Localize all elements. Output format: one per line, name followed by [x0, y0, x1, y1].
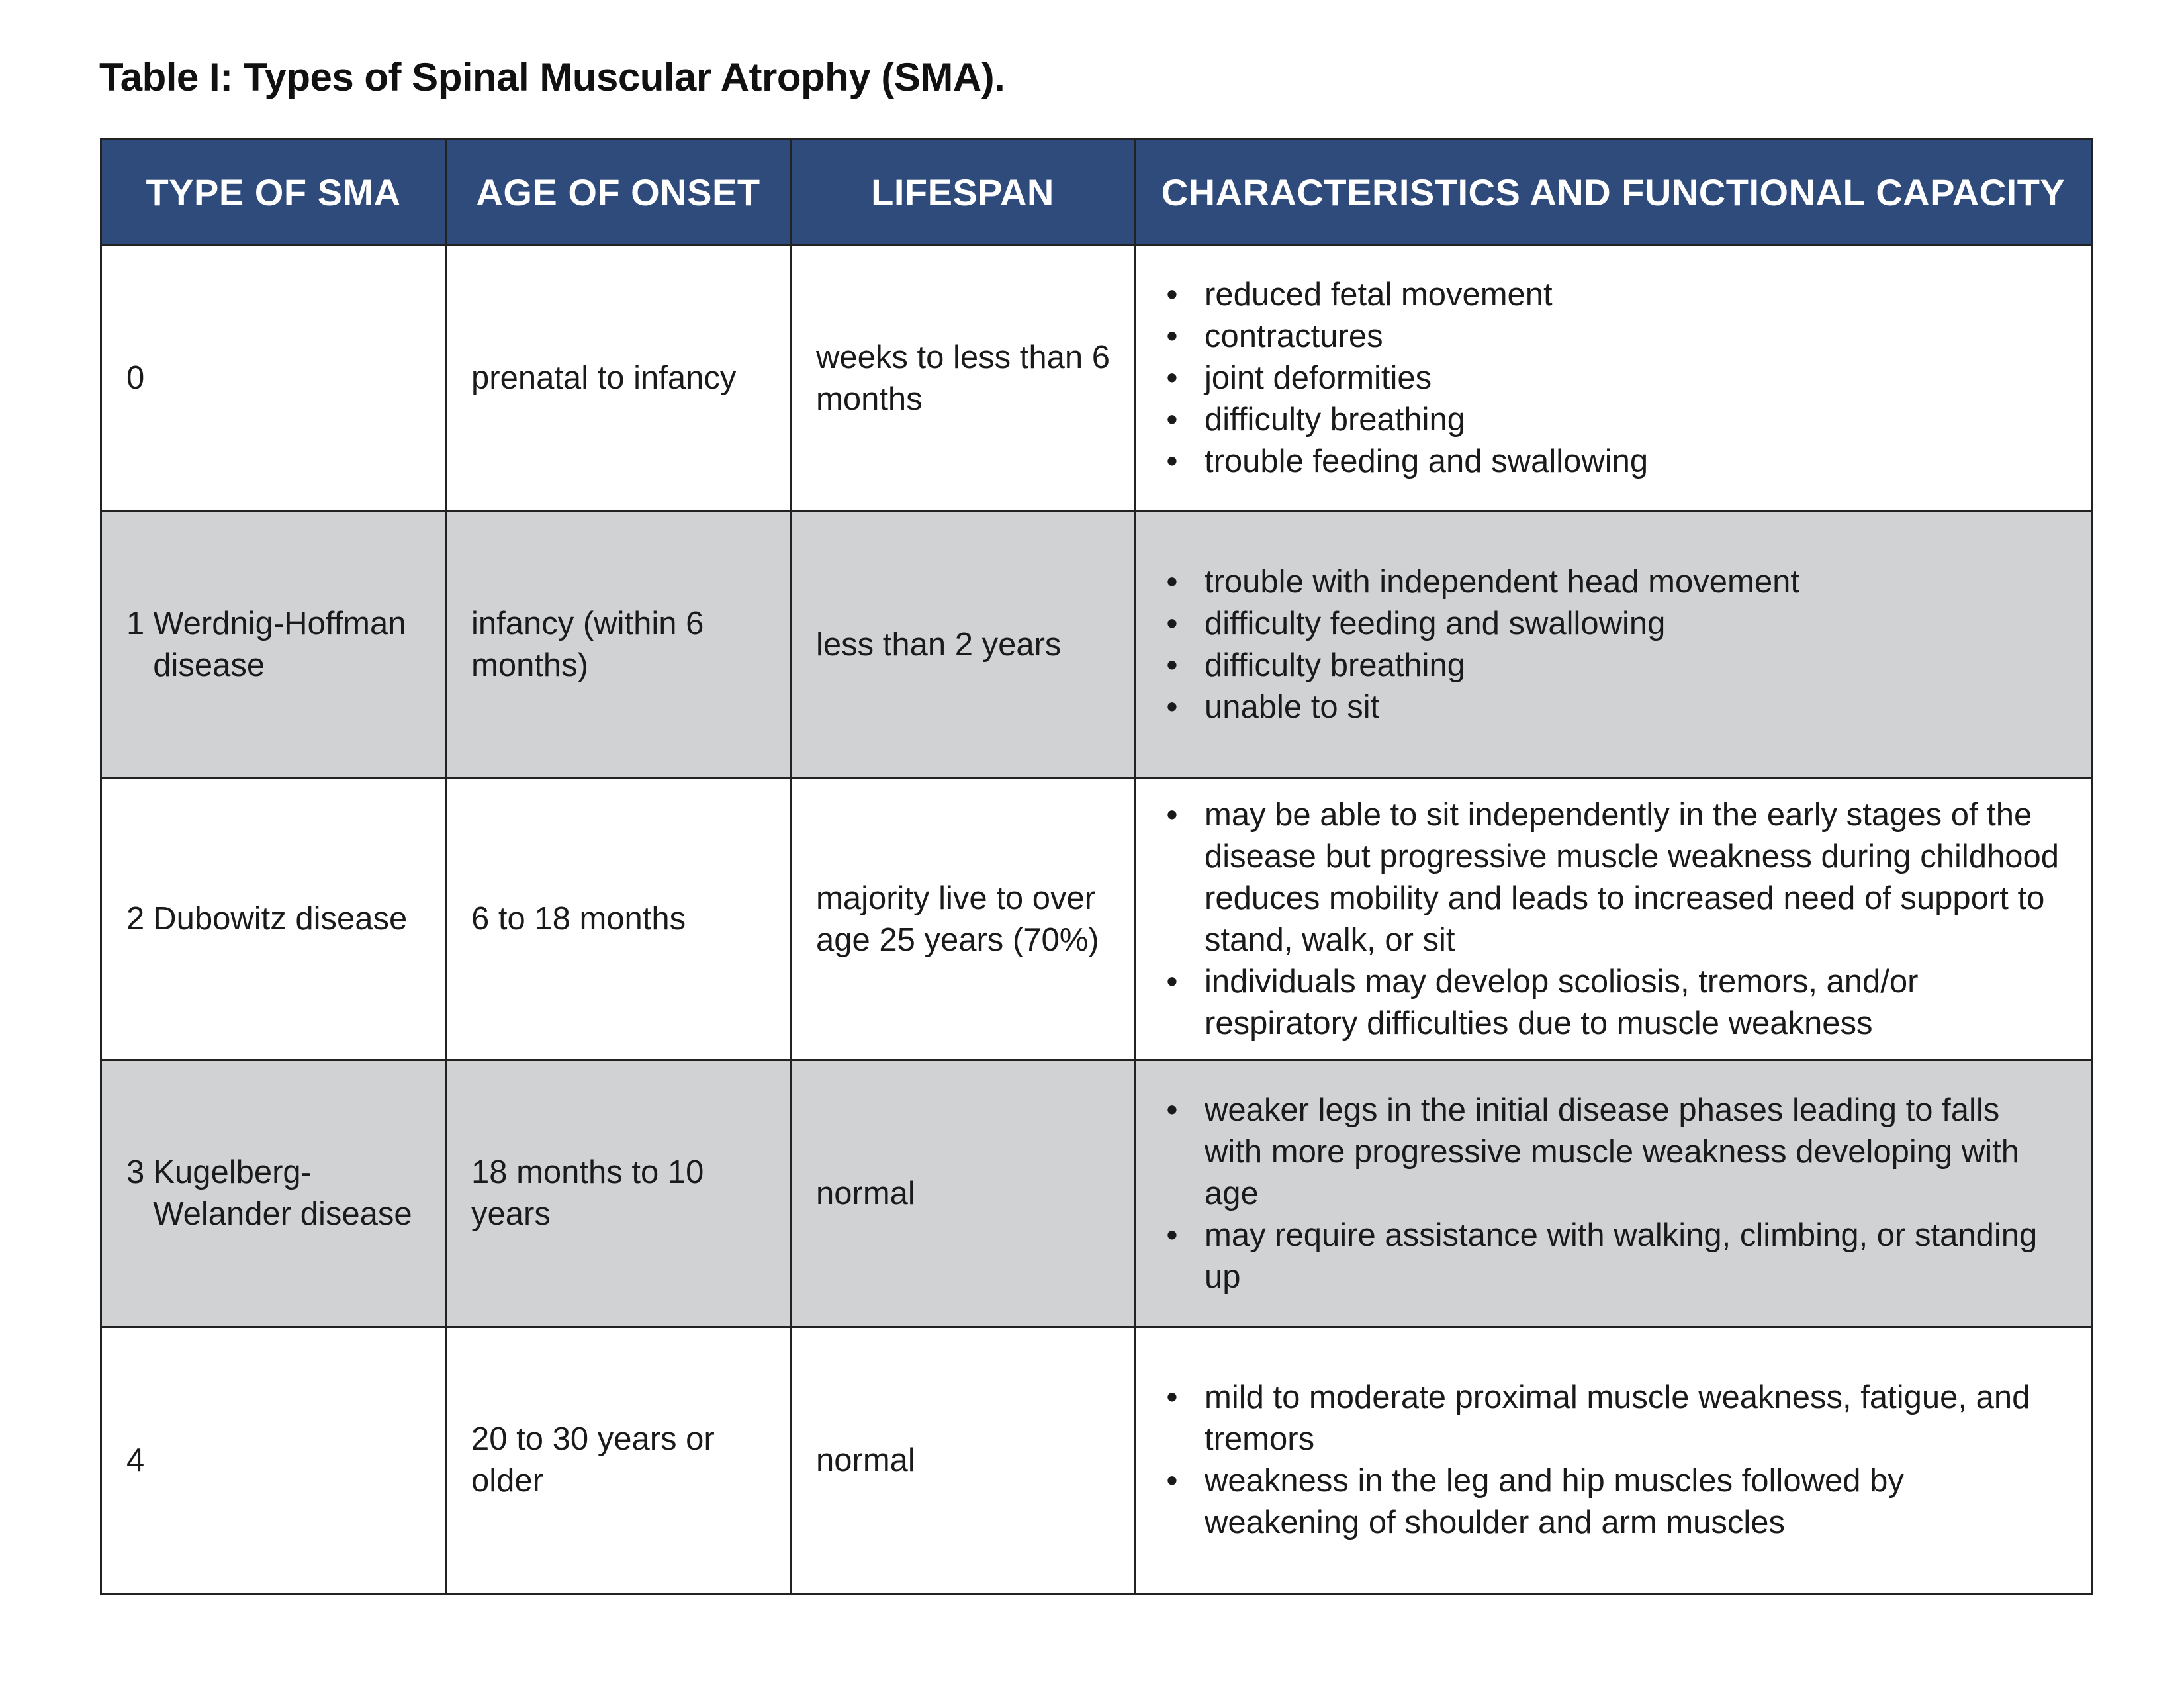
type-number: 2 [126, 901, 145, 937]
onset-text: 6 to 18 months [471, 901, 686, 937]
header-lifespan: LIFESPAN [791, 140, 1135, 246]
list-item: • weakness in the leg and hip muscles followed by weakening of shoulder and arm muscles [1159, 1460, 2064, 1544]
bullet-icon: • [1166, 647, 1178, 683]
table-row [101, 512, 2092, 778]
sma-types-table [100, 138, 2093, 1595]
table-row [101, 1060, 2092, 1327]
bullet-icon: • [1166, 277, 1178, 312]
characteristics-cell [1135, 1060, 2092, 1327]
lifespan-cell [791, 1327, 1135, 1594]
list-item: • individuals may develop scoliosis, tremors, and/or respiratory difficulties due to muscle weakness [1159, 961, 2064, 1045]
type-name: Dubowitz disease [153, 901, 408, 937]
characteristics-list [1136, 274, 2091, 483]
list-item: • may be able to sit independently in the early stages of the disease but progressive muscle weakness during childhood reduces mobility and leads to increased need of support to stand, walk, or sit [1159, 794, 2064, 961]
characteristics-list [1136, 1377, 2091, 1544]
type-number: 4 [126, 1442, 145, 1478]
type-cell [101, 512, 446, 778]
header-characteristics: CHARACTERISTICS AND FUNCTIONAL CAPACITY [1135, 140, 2092, 246]
list-item: • joint deformities [1159, 357, 2064, 399]
bullet-icon: • [1166, 360, 1178, 396]
characteristics-cell [1135, 512, 2092, 778]
characteristics-cell [1135, 246, 2092, 512]
onset-text: 18 months to 10 years [471, 1154, 704, 1232]
type-name: Kugelberg-Welander disease [153, 1154, 412, 1232]
type-cell [101, 1060, 446, 1327]
table-row [101, 778, 2092, 1060]
table-header-row [101, 140, 2092, 246]
onset-text: 20 to 30 years or older [471, 1421, 715, 1499]
lifespan-cell [791, 778, 1135, 1060]
bullet-icon: • [1166, 1217, 1178, 1253]
lifespan-text: weeks to less than 6 months [816, 339, 1110, 417]
bullet-icon: • [1166, 1092, 1178, 1128]
onset-cell [446, 246, 791, 512]
characteristics-list [1136, 794, 2091, 1045]
table-title: Table I: Types of Spinal Muscular Atrophy (SMA). [99, 55, 1005, 99]
bullet-icon: • [1166, 1380, 1178, 1415]
onset-text: prenatal to infancy [471, 360, 737, 396]
onset-text: infancy (within 6 months) [471, 606, 704, 683]
bullet-icon: • [1166, 689, 1178, 725]
type-cell [101, 778, 446, 1060]
lifespan-cell [791, 1060, 1135, 1327]
list-item: • weaker legs in the initial disease phases leading to falls with more progressive muscle weakness developing with age [1159, 1090, 2064, 1215]
list-item: • may require assistance with walking, climbing, or standing up [1159, 1215, 2064, 1298]
onset-cell [446, 1060, 791, 1327]
lifespan-cell [791, 246, 1135, 512]
list-item: • difficulty breathing [1159, 645, 2064, 686]
type-number: 0 [126, 360, 145, 396]
lifespan-text: normal [816, 1175, 915, 1211]
type-cell [101, 246, 446, 512]
table-row [101, 1327, 2092, 1594]
list-item: • unable to sit [1159, 686, 2064, 728]
list-item: • reduced fetal movement [1159, 274, 2064, 316]
onset-cell [446, 512, 791, 778]
bullet-icon: • [1166, 796, 1178, 833]
type-name: Werdnig-Hoffman disease [153, 606, 406, 683]
characteristics-list [1136, 561, 2091, 728]
lifespan-text: less than 2 years [816, 626, 1062, 663]
list-item: • difficulty feeding and swallowing [1159, 603, 2064, 645]
characteristics-cell [1135, 1327, 2092, 1594]
header-type-of-sma: TYPE OF SMA [101, 140, 446, 246]
list-item: • trouble with independent head movement [1159, 561, 2064, 603]
header-age-of-onset: AGE OF ONSET [446, 140, 791, 246]
lifespan-text: normal [816, 1442, 915, 1478]
bullet-icon: • [1166, 564, 1178, 600]
list-item: • mild to moderate proximal muscle weakness, fatigue, and tremors [1159, 1377, 2064, 1460]
type-number: 1 [126, 606, 145, 641]
onset-cell [446, 778, 791, 1060]
list-item: • contractures [1159, 316, 2064, 357]
type-cell [101, 1327, 446, 1594]
bullet-icon: • [1166, 402, 1178, 438]
list-item: • difficulty breathing [1159, 399, 2064, 441]
bullet-icon: • [1166, 1463, 1178, 1499]
bullet-icon: • [1166, 444, 1178, 479]
characteristics-cell [1135, 778, 2092, 1060]
characteristics-list [1136, 1090, 2091, 1298]
list-item: • trouble feeding and swallowing [1159, 441, 2064, 483]
lifespan-cell [791, 512, 1135, 778]
onset-cell [446, 1327, 791, 1594]
bullet-icon: • [1166, 318, 1178, 354]
bullet-icon: • [1166, 606, 1178, 641]
table-row [101, 246, 2092, 512]
bullet-icon: • [1166, 963, 1178, 1000]
type-number: 3 [126, 1154, 145, 1190]
lifespan-text: majority live to over age 25 years (70%) [816, 880, 1099, 958]
